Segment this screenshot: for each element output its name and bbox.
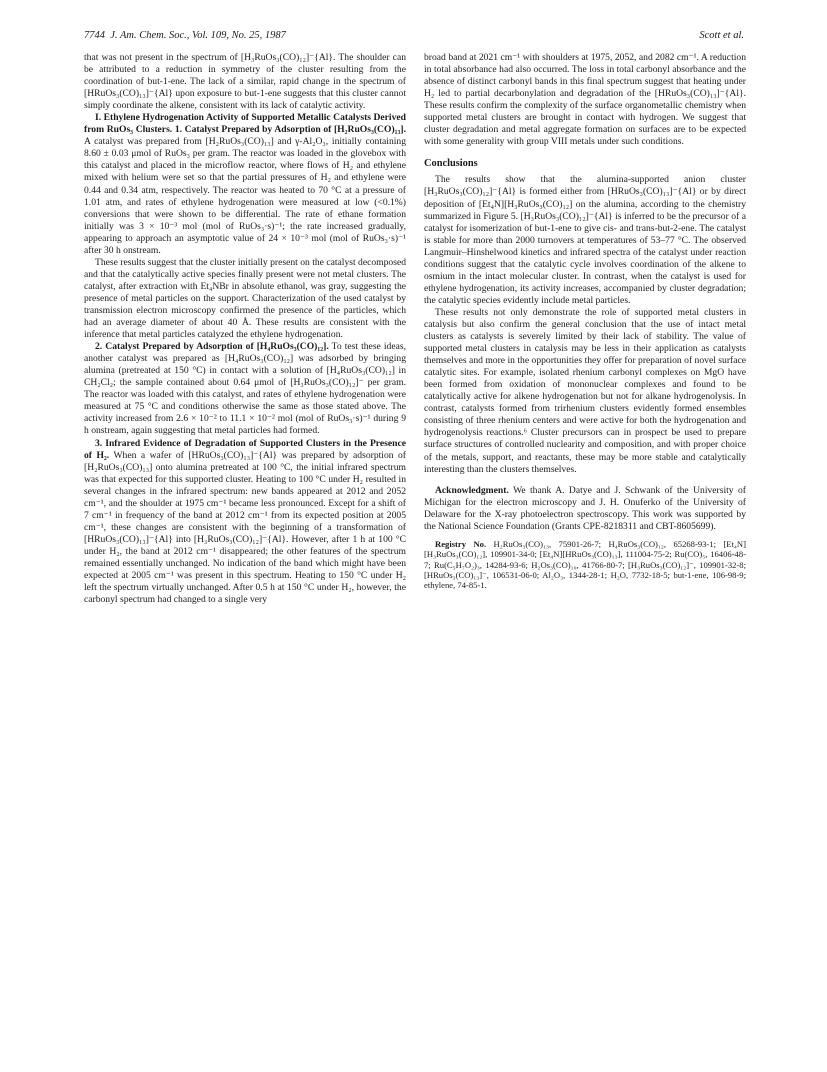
section-run-in-heading: 2. Catalyst Prepared by Adsorption of [H₄RuOs₃(CO)₁₂]. [95, 341, 329, 353]
paragraph-section-3 [84, 438, 406, 607]
conclusions-paragraph-1: The results show that the alumina-supported anion cluster [H₃RuOs₃(CO)₁₂]⁻{Al} is formed either from [HRuOs₃(CO)₁₃]⁻{Al} or by direct deposition of [Et₄N][H₃RuOs₃(CO)₁₂] on the alumina, according to the chemistry summarized in Figure 5. [H₃RuOs₃(CO)₁₂]⁻{Al} is inferred to be the precursor of a catalyst for isomerization of but-1-ene to give cis- and trans-but-2-ene. The catalyst is stable for more than 2000 turnovers at temperatures of 53–77 °C. The observed Langmuir–Hinshelwood kinetics and infrared spectra of the catalyst under reaction conditions suggest that the catalytic cycle involves coordination of the alkene to osmium in the intact molecular cluster. In contrast, when the catalyst is used for ethylene hydrogenation, its activity increases, accompanied by cluster degradation; the catalytic species evidently include metal particles. [424, 174, 746, 306]
paragraph-section-1 [84, 112, 406, 257]
header-left [84, 30, 286, 41]
paragraph-body: When a wafer of [HRuOs₃(CO)₁₃]⁻{Al} was prepared by adsorption of [H₂RuOs₃(CO)₁₃] onto alumina pretreated at 100 °C, the initial infrared spectrum was that expected for this supported cluster. Heating to 100 °C under H₂ resulted in several changes in the infrared spectrum: new bands appeared at 2012 and 2052 cm⁻¹, and the shoulder at 1975 cm⁻¹ became less pronounced. Except for a shift of 7 cm⁻¹ in frequency of the band at 2012 cm⁻¹ from its expected position at 2005 cm⁻¹, these changes are consistent with the beginning of a transformation of [HRuOs₃(CO)₁₃]⁻{Al} into [H₃RuOs₃(CO)₁₂]⁻{Al}. However, after 1 h at 100 °C under H₂, the band at 2012 cm⁻¹ disappeared; the other features of the spectrum remained essentially unchanged. No indication of the band which might have been expected at 2005 cm⁻¹ was present in this spectrum. Heating to 150 °C under H₂ left the spectrum virtually unchanged. After 0.5 h at 150 °C under H₂, however, the carbonyl spectrum had changed to a single very [84, 449, 406, 606]
paragraph-continued: that was not present in the spectrum of [H₃RuOs₃(CO)₁₂]⁻{Al}. The shoulder can be attributed to a reduction in symmetry of the cluster resulting from the coordination of but-1-ene. The lack of a similar, rapid change in the spectrum of [HRuOs₃(CO)₁₃]⁻{Al} upon exposure to but-1-ene suggests that this cluster cannot simply coordinate the alkene, consistent with its lack of catalytic activity. [84, 52, 406, 112]
section-run-in-heading: I. Ethylene Hydrogenation Activity of Supported Metallic Catalysts Derived from RuOs₃ Clusters. 1. Catalyst Prepared by Adsorption of [H₂RuOs₃(CO)₁₃]. [84, 112, 406, 136]
running-header [84, 30, 744, 46]
journal-citation: J. Am. Chem. Soc., Vol. 109, No. 25, 1987 [110, 30, 286, 41]
paragraph-body: To test these ideas, another catalyst was prepared as [H₄RuOs₃(CO)₁₂] was adsorbed by bringing alumina (pretreated at 150 °C) in contact with a solution of [H₄RuOs₃(CO)₁₂] in CH₂Cl₂; the sample contained about 0.64 μmol of [H₃RuOs₃(CO)₁₂]⁻ per gram. The reactor was loaded with this catalyst, and rates of ethylene hydrogenation were measured at 75 °C and conditions otherwise the same as those stated above. The activity increased from 2.6 × 10⁻² to 11.1 × 10⁻² mol (mol of RuOs₃·s)⁻¹ during 9 h onstream, again suggesting that metal particles had formed. [84, 341, 406, 437]
registry-body: H₂RuOs₃(CO)₁₃, 75901-26-7; H₄RuOs₃(CO)₁₂, 65268-93-1; [Et₄N][H₃RuOs₃(CO)₁₂], 109901-34-0; [Et₄N][HRuOs₃(CO)₁₃], 111004-75-2; Ru(CO)₅, 16406-48-7; Ru(C₅H₇O₂)₃, 14284-93-6; H₂Os₃(CO)₁₀, 41766-80-7; [H₃RuOs₃(CO)₁₂]⁻, 109901-32-8; [HRuOs₃(CO)₁₃]⁻, 106531-06-0; Al₂O₃, 1344-28-1; H₂O, 7732-18-5; but-1-ene, 106-98-9; ethylene, 74-85-1. [424, 538, 746, 591]
left-column [84, 52, 406, 606]
acknowledgment-body: We thank A. Datye and J. Schwank of the University of Michigan for the electron microscopy and J. H. Onuferko of the University of Delaware for the X-ray photoelectron spectroscopy. This work was supported by the National Science Foundation (Grants CPE-8218311 and CBT-8605699). [424, 484, 746, 532]
paragraph-continued: broad band at 2021 cm⁻¹ with shoulders at 1975, 2052, and 2082 cm⁻¹. A reduction in total absorbance had also occurred. The loss in total carbonyl absorbance and the absence of distinct carbonyl bands in this final spectrum suggest that heating under H₂ led to partial decarbonylation and degradation of the [HRuOs₃(CO)₁₃]⁻{Al}. These results confirm the complexity of the surface organometallic chemistry when supported metal clusters are brought in contact with hydrogen. We suggest that cluster degradation and metal aggregate formation on surfaces are to be expected with some generality with group VIII metals under such conditions. [424, 52, 746, 148]
registry-heading: Registry No. [435, 538, 487, 549]
paragraph-interpretation: These results suggest that the cluster initially present on the catalyst decomposed and that the catalytically active species finally present were not metal clusters. The catalyst, after extraction with Et₄NBr in absolute ethanol, was gray, suggesting the presence of metal particles on the support. Characterization of the used catalyst by transmission electron microscopy confirmed the presence of the particles, which had an average diameter of about 40 Å. These results are consistent with the inference that metal particles catalyzed the ethylene hydrogenation. [84, 256, 406, 341]
page-number: 7744 [84, 30, 105, 41]
right-column [424, 52, 746, 591]
paragraph-body: A catalyst was prepared from [H₂RuOs₃(CO)₁₃] and γ-Al₂O₃, initially containing 8.60 ± 0.03 μmol of RuOs₃ per gram. The reactor was loaded in the glovebox with this catalyst and placed in the microflow reactor, where flows of H₂ and ethylene mixed with helium were set so that the partial pressures of H₂ and ethylene were 0.44 and 0.34 atm, respectively. The reactor was heated to 70 °C at a pressure of 1.01 atm, and rates of ethylene hydrogenation were measured at low (<0.1%) conversions that were shown to be differential. The rate of ethane formation initially was 3 × 10⁻³ mol (mol of RuOs₃·s)⁻¹; the rate increased gradually, appearing to approach an asymptotic value of 24 × 10⁻³ mol (mol of RuOs₃·s)⁻¹ after 30 h onstream. [84, 136, 406, 256]
section-run-in-heading: 3. Infrared Evidence of Degradation of Supported Clusters in the Presence of H₂. [84, 437, 406, 461]
header-authors: Scott et al. [699, 30, 744, 41]
registry-paragraph [424, 539, 746, 591]
conclusions-heading: Conclusions [424, 158, 478, 170]
conclusions-paragraph-2: These results not only demonstrate the role of supported metal clusters in catalysis but also confirm the general conclusion that the use of intact metal clusters as catalysts is severely limited by their lack of stability. The value of supported metal clusters in catalysis may be less in their application as catalysts themselves and more in the opportunities they offer for preparation of novel surface catalytic sites. For example, isolated rhenium carbonyl complexes on MgO have been formed from oxidation of mononuclear complexes and found to be catalytically active for alkene hydrogenation but not for alkane hydrogenolysis. In contrast, catalysts formed from trirhenium clusters evidently formed ensembles consisting of three rhenium centers and were active for both the hydrogenation and hydrogenolysis reactions.⁶ Cluster precursors can in prospect be used to prepare surface structures of controlled nuclearity and composition, and with proper choice of the metals, support, and reactants, these may be more stable and catalytically interesting than the clusters themselves. [424, 306, 746, 475]
paragraph-section-2 [84, 341, 406, 437]
acknowledgment-heading: Acknowledgment. [435, 484, 509, 496]
acknowledgment-paragraph [424, 485, 746, 533]
